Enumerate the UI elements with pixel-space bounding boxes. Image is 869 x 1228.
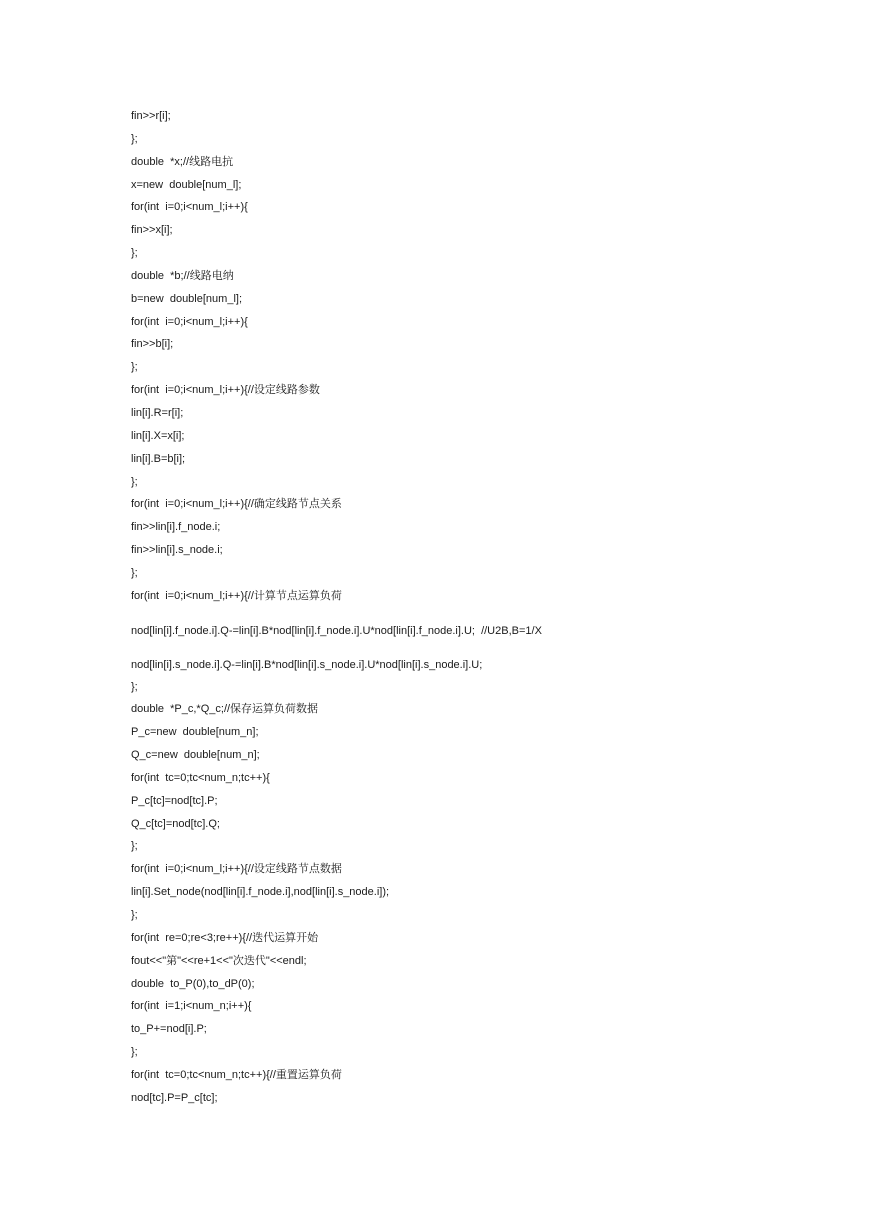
code-document: [131, 109, 831, 1114]
code-line: b=new double[num_l];: [131, 292, 242, 305]
code-line: P_c[tc]=nod[tc].P;: [131, 794, 218, 807]
code-line: for(int i=0;i<num_l;i++){: [131, 201, 248, 214]
code-line: nod[lin[i].f_node.i].Q-=lin[i].B*nod[lin[i].f_node.i].U*nod[lin[i].f_node.i].U; //U2B,B=1/X: [131, 624, 542, 637]
code-line: fin>>b[i];: [131, 338, 174, 351]
code-line: Q_c[tc]=nod[tc].Q;: [131, 817, 220, 830]
code-line: lin[i].B=b[i];: [131, 452, 186, 465]
code-line: P_c=new double[num_n];: [131, 726, 259, 739]
code-line: fin>>x[i];: [131, 224, 173, 237]
code-line: for(int re=0;re<3;re++){//迭代运算开始: [131, 931, 319, 944]
code-line: for(int tc=0;tc<num_n;tc++){//重置运算负荷: [131, 1068, 342, 1081]
code-line: for(int tc=0;tc<num_n;tc++){: [131, 771, 270, 784]
code-line: };: [131, 566, 138, 579]
code-line: to_P+=nod[i].P;: [131, 1023, 207, 1036]
code-line: };: [131, 247, 138, 260]
code-line: double *P_c,*Q_c;//保存运算负荷数据: [131, 703, 319, 716]
code-line: double *x;//线路电抗: [131, 155, 234, 168]
code-line: };: [131, 132, 138, 145]
code-line: for(int i=0;i<num_l;i++){//计算节点运算负荷: [131, 589, 342, 602]
code-line: fout<<"第"<<re+1<<"次迭代"<<endl;: [131, 954, 307, 967]
code-line: for(int i=0;i<num_l;i++){: [131, 315, 248, 328]
code-line: nod[tc].P=P_c[tc];: [131, 1091, 218, 1104]
code-line: nod[lin[i].s_node.i].Q-=lin[i].B*nod[lin[i].s_node.i].U*nod[lin[i].s_node.i].U;: [131, 658, 483, 671]
code-line: };: [131, 475, 138, 488]
code-line: };: [131, 361, 138, 374]
code-line: };: [131, 680, 138, 693]
code-line: lin[i].Set_node(nod[lin[i].f_node.i],nod[lin[i].s_node.i]);: [131, 886, 390, 899]
code-line: fin>>lin[i].f_node.i;: [131, 521, 221, 534]
code-line: fin>>lin[i].s_node.i;: [131, 544, 223, 557]
code-line: double to_P(0),to_dP(0);: [131, 977, 255, 990]
code-line: Q_c=new double[num_n];: [131, 749, 260, 762]
code-line: lin[i].R=r[i];: [131, 406, 184, 419]
code-line: lin[i].X=x[i];: [131, 429, 185, 442]
code-line: for(int i=0;i<num_l;i++){//确定线路节点关系: [131, 498, 342, 511]
code-line: };: [131, 1046, 138, 1059]
code-line: fin>>r[i];: [131, 110, 171, 122]
code-line: };: [131, 909, 138, 921]
code-line: x=new double[num_l];: [131, 178, 242, 191]
code-line: for(int i=0;i<num_l;i++){//设定线路参数: [131, 384, 320, 397]
code-line: for(int i=0;i<num_l;i++){//设定线路节点数据: [131, 863, 342, 876]
code-line: };: [131, 840, 138, 853]
code-line: double *b;//线路电纳: [131, 269, 234, 282]
code-line: for(int i=1;i<num_n;i++){: [131, 1000, 252, 1013]
